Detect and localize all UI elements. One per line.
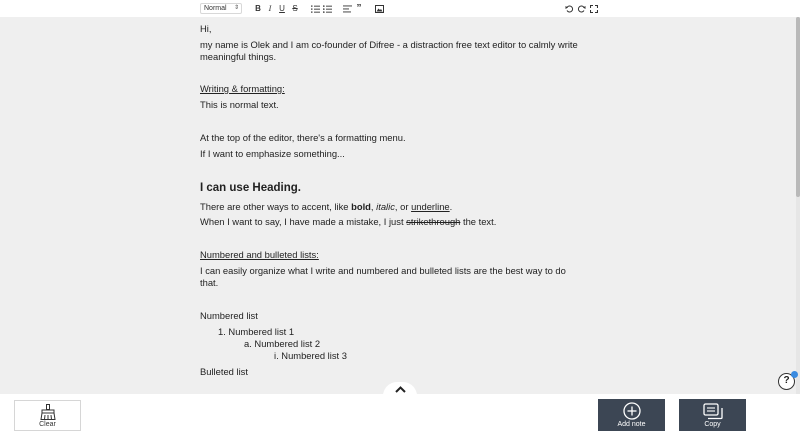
- mistake-line: [200, 216, 496, 228]
- ordered-list-button[interactable]: [310, 3, 320, 14]
- accent-or: , or: [394, 201, 412, 212]
- redo-button[interactable]: [576, 3, 586, 14]
- mistake-suffix: the text.: [460, 216, 497, 227]
- intro-line-2: meaningful things.: [200, 51, 277, 62]
- image-icon: [375, 5, 384, 13]
- strike-button[interactable]: S: [292, 4, 298, 13]
- numbered-item-1: 1. Numbered list 1: [218, 326, 295, 337]
- ordered-list-icon: [311, 5, 320, 13]
- select-caret-icon: ⇕: [233, 5, 239, 11]
- bullet-list-button[interactable]: [322, 3, 332, 14]
- mistake-strike: strikethrough: [406, 216, 461, 227]
- normal-text-line: This is normal text.: [200, 99, 279, 110]
- fullscreen-icon: [590, 5, 598, 13]
- text-style-value: Normal: [204, 5, 227, 12]
- notification-dot: [791, 371, 798, 378]
- bulleted-list-label: Bulleted list: [200, 366, 248, 377]
- italic-button[interactable]: I: [268, 4, 272, 13]
- add-note-button[interactable]: [598, 399, 665, 431]
- copy-button[interactable]: [679, 399, 746, 431]
- text-style-select[interactable]: [200, 3, 242, 14]
- menu-text-line: At the top of the editor, there's a formatting menu.: [200, 132, 406, 143]
- add-circle-icon: [623, 402, 641, 420]
- add-note-label: Add note: [617, 421, 646, 428]
- organize-line-1: I can easily organize what I write and numbered and bulleted lists are the best way to do: [200, 265, 566, 276]
- broom-icon: [39, 404, 57, 420]
- mistake-prefix: When I want to say, I have made a mistake, I just: [200, 216, 407, 227]
- accent-italic: italic: [376, 201, 395, 212]
- copy-icon: [703, 403, 723, 420]
- numbered-list-label: Numbered list: [200, 310, 258, 321]
- underline-button[interactable]: U: [279, 4, 285, 13]
- align-left-icon: [343, 5, 352, 13]
- accent-period: .: [449, 201, 453, 212]
- greeting-line: Hi,: [200, 23, 212, 34]
- accent-prefix: There are other ways to accent, like: [200, 201, 352, 212]
- formatting-toolbar: [0, 0, 800, 17]
- accent-line: [200, 201, 452, 213]
- fullscreen-button[interactable]: [589, 3, 599, 14]
- collapse-toggle[interactable]: [383, 382, 417, 396]
- accent-underline: underline: [411, 201, 450, 212]
- emphasize-text-line: If I want to emphasize something...: [200, 148, 345, 159]
- help-icon-label: ?: [783, 375, 790, 386]
- numbered-item-2: a. Numbered list 2: [244, 338, 321, 349]
- quote-button[interactable]: ”: [356, 3, 362, 14]
- undo-button[interactable]: [564, 3, 574, 14]
- organize-line-2: that.: [200, 277, 219, 288]
- accent-bold: bold: [351, 201, 371, 212]
- bullet-list-icon: [323, 5, 332, 13]
- writing-formatting-heading: Writing & formatting:: [200, 83, 285, 94]
- big-heading: I can use Heading.: [200, 182, 301, 194]
- clear-button-label: Clear: [39, 421, 56, 428]
- bold-button[interactable]: B: [255, 4, 261, 13]
- scrollbar-thumb[interactable]: [796, 17, 800, 197]
- intro-line-1: my name is Olek and I am co-founder of Difree - a distraction free text editor to calmly write: [200, 39, 578, 50]
- numbered-item-3: i. Numbered list 3: [274, 350, 347, 361]
- align-button[interactable]: [342, 3, 352, 14]
- chevron-up-icon: [395, 386, 406, 393]
- accent-comma: ,: [370, 201, 377, 212]
- lists-heading: Numbered and bulleted lists:: [200, 249, 319, 260]
- redo-icon: [577, 5, 586, 13]
- image-button[interactable]: [374, 3, 384, 14]
- undo-icon: [565, 5, 574, 13]
- clear-button[interactable]: [14, 400, 81, 431]
- copy-label: Copy: [704, 421, 721, 428]
